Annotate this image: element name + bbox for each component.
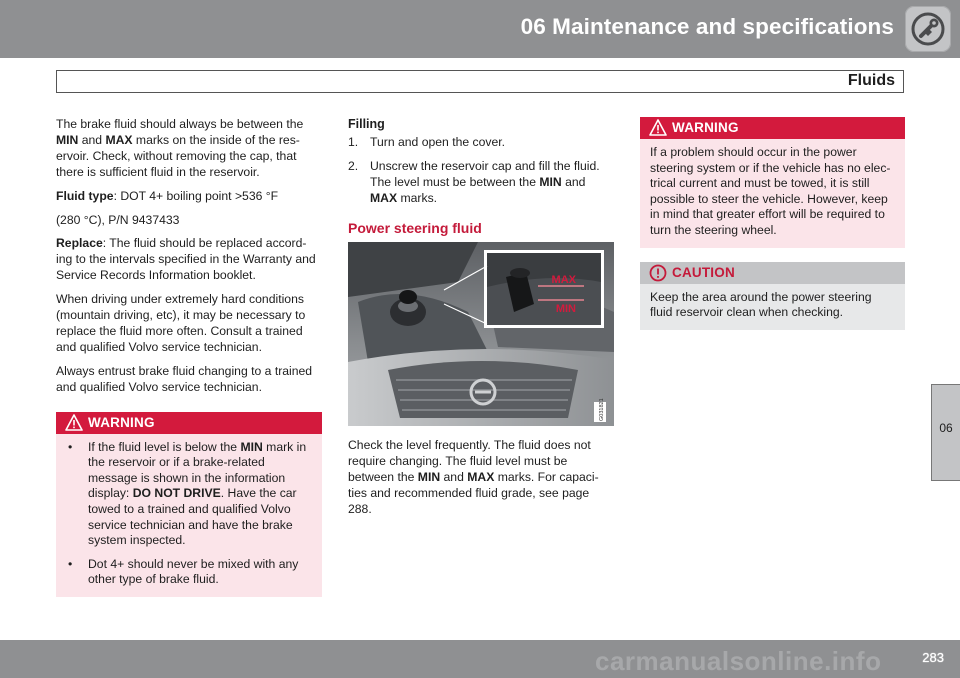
chapter-tab <box>931 384 960 481</box>
min-mark-label: MIN <box>555 303 576 316</box>
warning-triangle-icon <box>649 119 667 136</box>
step-item: 2. Unscrew the reservoir cap and fill the fluid. The level must be between the MIN and MAX marks. <box>348 158 600 205</box>
engine-bay-photo <box>348 242 614 426</box>
power-steering-heading: Power steering fluid <box>348 219 482 236</box>
brake-warning-box <box>56 412 322 597</box>
warning-title: WARNING <box>672 120 739 135</box>
column-brake-fluid <box>56 117 322 597</box>
max-mark-label: MAX <box>551 274 576 287</box>
caution-text: Keep the area around the power steering fluid reservoir clean when checking. <box>650 289 872 320</box>
wrench-nut-icon <box>905 6 951 52</box>
entrust-note: Always entrust brake fluid changing to a trained and qualified Volvo service technician. <box>56 363 313 394</box>
caution-box <box>640 262 905 330</box>
warning-header <box>640 117 905 139</box>
warning-item: • If the fluid level is below the MIN mark in the reservoir or if a brake-related message is shown in the information display: DO NOT DRIVE. Have the car towed to a trained and qualified Volvo service technician and have the brake system inspected. <box>68 439 307 548</box>
column-notices <box>640 117 905 330</box>
caution-header <box>640 262 905 284</box>
column-filling <box>348 117 614 526</box>
chapter-tab-label: 06 <box>939 421 953 435</box>
watermark: carmanualsonline.info <box>595 646 882 676</box>
caution-title: CAUTION <box>672 264 735 280</box>
filling-steps <box>348 135 614 207</box>
figure-code: G031821 <box>599 398 605 422</box>
section-title: Fluids <box>847 72 895 89</box>
chapter-title: 06 Maintenance and specifications <box>520 14 894 39</box>
page-number: 283 <box>922 650 944 665</box>
warning-triangle-icon <box>65 414 83 431</box>
steering-warning-box <box>640 117 905 248</box>
check-level-text: Check the level frequently. The fluid does not require changing. The fluid level must be between the MIN and MAX marks. For capaci-ties and recommended fluid grade, see page 288. <box>348 438 599 517</box>
warning-header <box>56 412 322 434</box>
fluid-type: Fluid type: DOT 4+ boiling point >536 °F <box>56 188 279 203</box>
filling-heading: Filling <box>348 117 385 131</box>
brake-intro: The brake fluid should always be between the MIN and MAX marks on the inside of the res-ervoir. Check, without removing the cap, that there is sufficient fluid in the reservoir. <box>56 117 304 179</box>
warning-title: WARNING <box>88 414 155 430</box>
warning-text: If a problem should occur in the power steering system or if the vehicle has no elec-trical current and must be towed, it is still possible to steer the vehicle. However, keep in mind that greater effort will be required to turn the steering wheel. <box>650 145 891 237</box>
fluid-type-spec: (280 °C), P/N 9437433 <box>56 212 180 227</box>
extreme-conditions: When driving under extremely hard conditions (mountain driving, etc), it may be necessary to replace the fluid more often. Consult a trained and qualified Volvo service technician. <box>56 292 306 354</box>
replace-info: Replace: The fluid should be replaced accord-ing to the intervals specified in the Warranty and Service Records Information booklet. <box>56 236 316 283</box>
warning-body <box>56 434 322 597</box>
warning-item: • Dot 4+ should never be mixed with any other type of brake fluid. <box>68 556 299 587</box>
section-bar <box>56 70 904 93</box>
page-header <box>0 0 960 58</box>
caution-exclamation-icon <box>649 264 667 282</box>
step-item: 1. Turn and open the cover. <box>348 134 506 149</box>
